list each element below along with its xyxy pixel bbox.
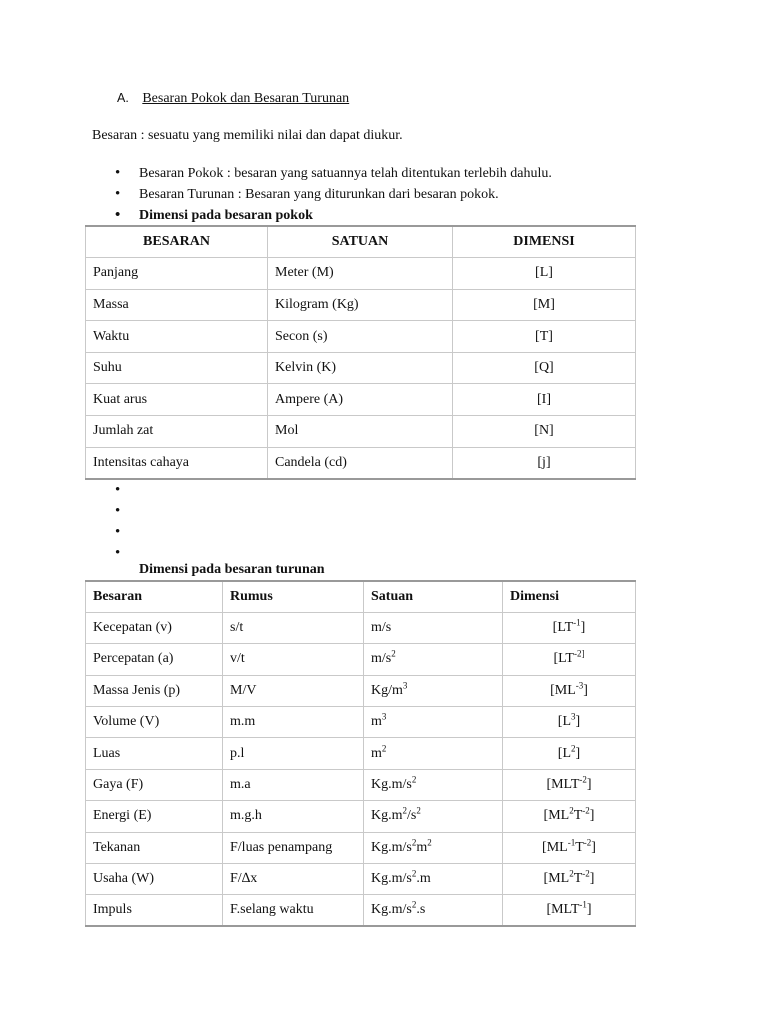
text-part: ] <box>575 745 581 761</box>
superscript: -1 <box>567 837 576 848</box>
definition-list <box>115 166 552 229</box>
cell-rumus: m.a <box>223 769 364 800</box>
header-dimensi: DIMENSI <box>453 226 636 258</box>
header-dimensi: Dimensi <box>503 581 636 612</box>
text-part: [ML <box>550 682 576 698</box>
superscript: 3 <box>402 680 408 691</box>
cell-satuan: Meter (M) <box>268 258 453 290</box>
cell-besaran: Intensitas cahaya <box>86 447 268 479</box>
table-row <box>86 801 636 832</box>
text-part: m <box>371 714 382 730</box>
text-part: [ML <box>543 871 570 887</box>
text-part: T <box>573 871 583 887</box>
superscript: 2 <box>391 648 396 659</box>
cell-satuan: Mol <box>268 416 453 448</box>
cell-besaran: Impuls <box>86 895 223 926</box>
superscript: 3 <box>381 711 387 722</box>
cell-satuan <box>364 612 503 643</box>
cell-besaran: Luas <box>86 738 223 769</box>
text-part: ] <box>589 808 595 824</box>
superscript: -2 <box>583 837 592 848</box>
superscript: 2 <box>402 805 407 816</box>
cell-dimensi: [N] <box>453 416 636 448</box>
table-row <box>86 416 636 448</box>
table-row <box>86 738 636 769</box>
text-part: Kg.m <box>371 808 403 824</box>
cell-satuan: Secon (s) <box>268 321 453 353</box>
superscript: -2 <box>582 868 590 879</box>
table-besaran-pokok <box>85 225 636 480</box>
text-part: T <box>575 839 584 855</box>
cell-rumus: p.l <box>223 738 364 769</box>
cell-besaran: Waktu <box>86 321 268 353</box>
text-part: Kg.m/s <box>371 902 412 918</box>
cell-besaran: Kuat arus <box>86 384 268 416</box>
text-part: Kg.m/s <box>371 871 412 887</box>
cell-rumus: F/∆x <box>223 864 364 895</box>
cell-rumus: m.m <box>223 707 364 738</box>
table-row <box>86 832 636 863</box>
cell-besaran: Jumlah zat <box>86 416 268 448</box>
text-part: Kg.m/s <box>371 777 412 793</box>
cell-satuan <box>364 738 503 769</box>
table-row <box>86 707 636 738</box>
header-besaran: BESARAN <box>86 226 268 258</box>
cell-rumus: s/t <box>223 612 364 643</box>
bullet-besaran-pokok: • Besaran Pokok : besaran yang satuannya telah ditentukan terlebih dahulu. <box>115 166 552 187</box>
text-part: ] <box>583 682 588 698</box>
text-part: Kg.m/s <box>371 839 412 855</box>
superscript: 2 <box>381 742 387 753</box>
text-part: [L <box>557 714 572 730</box>
table-row <box>86 644 636 675</box>
text-part: [L <box>557 745 572 761</box>
superscript: 2 <box>411 868 417 879</box>
table-header-row <box>86 581 636 612</box>
cell-besaran: Tekanan <box>86 832 223 863</box>
cell-dimensi: [Q] <box>453 352 636 384</box>
cell-dimensi <box>503 895 636 926</box>
superscript: -1 <box>573 617 581 628</box>
superscript: 2 <box>411 837 417 848</box>
table-row <box>86 447 636 479</box>
cell-besaran: Kecepatan (v) <box>86 612 223 643</box>
bullet-table1-title: • Dimensi pada besaran pokok <box>115 208 552 229</box>
cell-besaran: Usaha (W) <box>86 864 223 895</box>
superscript: 2 <box>411 899 417 910</box>
cell-satuan <box>364 707 503 738</box>
superscript: -2 <box>582 805 590 816</box>
cell-satuan <box>364 864 503 895</box>
cell-dimensi: [T] <box>453 321 636 353</box>
text-part: ] <box>575 714 581 730</box>
text-part: [LT <box>552 620 574 636</box>
cell-satuan: Ampere (A) <box>268 384 453 416</box>
superscript: 2 <box>411 774 417 785</box>
cell-besaran: Percepatan (a) <box>86 644 223 675</box>
table-besaran-turunan <box>85 580 636 927</box>
section-letter: A. <box>117 91 129 105</box>
section-heading <box>117 91 349 107</box>
superscript: -1 <box>579 899 587 910</box>
cell-dimensi <box>503 769 636 800</box>
text-part: ] <box>589 871 595 887</box>
text-part: Kg/m <box>371 682 403 698</box>
header-besaran: Besaran <box>86 581 223 612</box>
table2-title: Dimensi pada besaran turunan <box>139 562 325 577</box>
cell-rumus: v/t <box>223 644 364 675</box>
cell-dimensi <box>503 675 636 706</box>
superscript: -3 <box>575 680 584 691</box>
table-row <box>86 769 636 800</box>
text-part: [MLT <box>546 902 580 918</box>
cell-besaran: Volume (V) <box>86 707 223 738</box>
superscript: 2 <box>569 868 574 879</box>
cell-satuan: Kilogram (Kg) <box>268 289 453 321</box>
cell-besaran: Suhu <box>86 352 268 384</box>
cell-dimensi <box>503 738 636 769</box>
header-rumus: Rumus <box>223 581 364 612</box>
cell-dimensi: [L] <box>453 258 636 290</box>
intro-text: Besaran : sesuatu yang memiliki nilai dan dapat diukur. <box>92 128 403 143</box>
text-part: ] <box>580 620 586 636</box>
cell-besaran: Gaya (F) <box>86 769 223 800</box>
text-part: [ML <box>542 839 568 855</box>
cell-dimensi <box>503 864 636 895</box>
cell-dimensi <box>503 801 636 832</box>
cell-dimensi <box>503 707 636 738</box>
table-row <box>86 895 636 926</box>
section-title: Besaran Pokok dan Besaran Turunan <box>142 91 350 106</box>
superscript: 2 <box>427 837 432 848</box>
cell-satuan <box>364 769 503 800</box>
header-satuan: SATUAN <box>268 226 453 258</box>
table-row <box>86 289 636 321</box>
cell-dimensi: [I] <box>453 384 636 416</box>
table-row <box>86 675 636 706</box>
text-part: .m <box>416 871 431 887</box>
cell-rumus: M/V <box>223 675 364 706</box>
text-part: .s <box>416 902 426 918</box>
cell-besaran: Panjang <box>86 258 268 290</box>
cell-dimensi <box>503 832 636 863</box>
text-part: ] <box>591 839 596 855</box>
table-row <box>86 258 636 290</box>
cell-satuan <box>364 895 503 926</box>
cell-dimensi <box>503 644 636 675</box>
table-row <box>86 384 636 416</box>
cell-satuan <box>364 675 503 706</box>
text-part: T <box>573 808 583 824</box>
text-part: ] <box>586 902 592 918</box>
table-row <box>86 321 636 353</box>
table-row <box>86 612 636 643</box>
cell-rumus: m.g.h <box>223 801 364 832</box>
cell-rumus: F/luas penampang <box>223 832 364 863</box>
superscript: 2 <box>571 742 576 753</box>
cell-dimensi: [j] <box>453 447 636 479</box>
text-part: [ML <box>543 808 570 824</box>
table-row <box>86 352 636 384</box>
text-part: [LT <box>553 651 574 667</box>
superscript: -2 <box>579 774 587 785</box>
text-part: /s <box>407 808 417 824</box>
superscript: 2 <box>569 805 574 816</box>
text-part: m <box>416 839 428 855</box>
cell-dimensi: [M] <box>453 289 636 321</box>
cell-satuan: Candela (cd) <box>268 447 453 479</box>
cell-dimensi <box>503 612 636 643</box>
table-row <box>86 864 636 895</box>
cell-satuan: Kelvin (K) <box>268 352 453 384</box>
text-part: [MLT <box>546 777 580 793</box>
cell-satuan <box>364 832 503 863</box>
table-header-row <box>86 226 636 258</box>
cell-besaran: Energi (E) <box>86 801 223 832</box>
text-part: m/s <box>371 651 392 667</box>
cell-rumus: F.selang waktu <box>223 895 364 926</box>
cell-besaran: Massa <box>86 289 268 321</box>
header-satuan: Satuan <box>364 581 503 612</box>
superscript: 2 <box>416 805 421 816</box>
text-part: ] <box>586 777 592 793</box>
cell-besaran: Massa Jenis (p) <box>86 675 223 706</box>
bullet-besaran-turunan: • Besaran Turunan : Besaran yang diturunkan dari besaran pokok. <box>115 187 552 208</box>
cell-satuan <box>364 644 503 675</box>
cell-satuan <box>364 801 503 832</box>
superscript: 3 <box>571 711 576 722</box>
text-part: m <box>371 745 382 761</box>
text-part: m/s <box>371 620 392 636</box>
superscript: -2] <box>573 648 585 659</box>
